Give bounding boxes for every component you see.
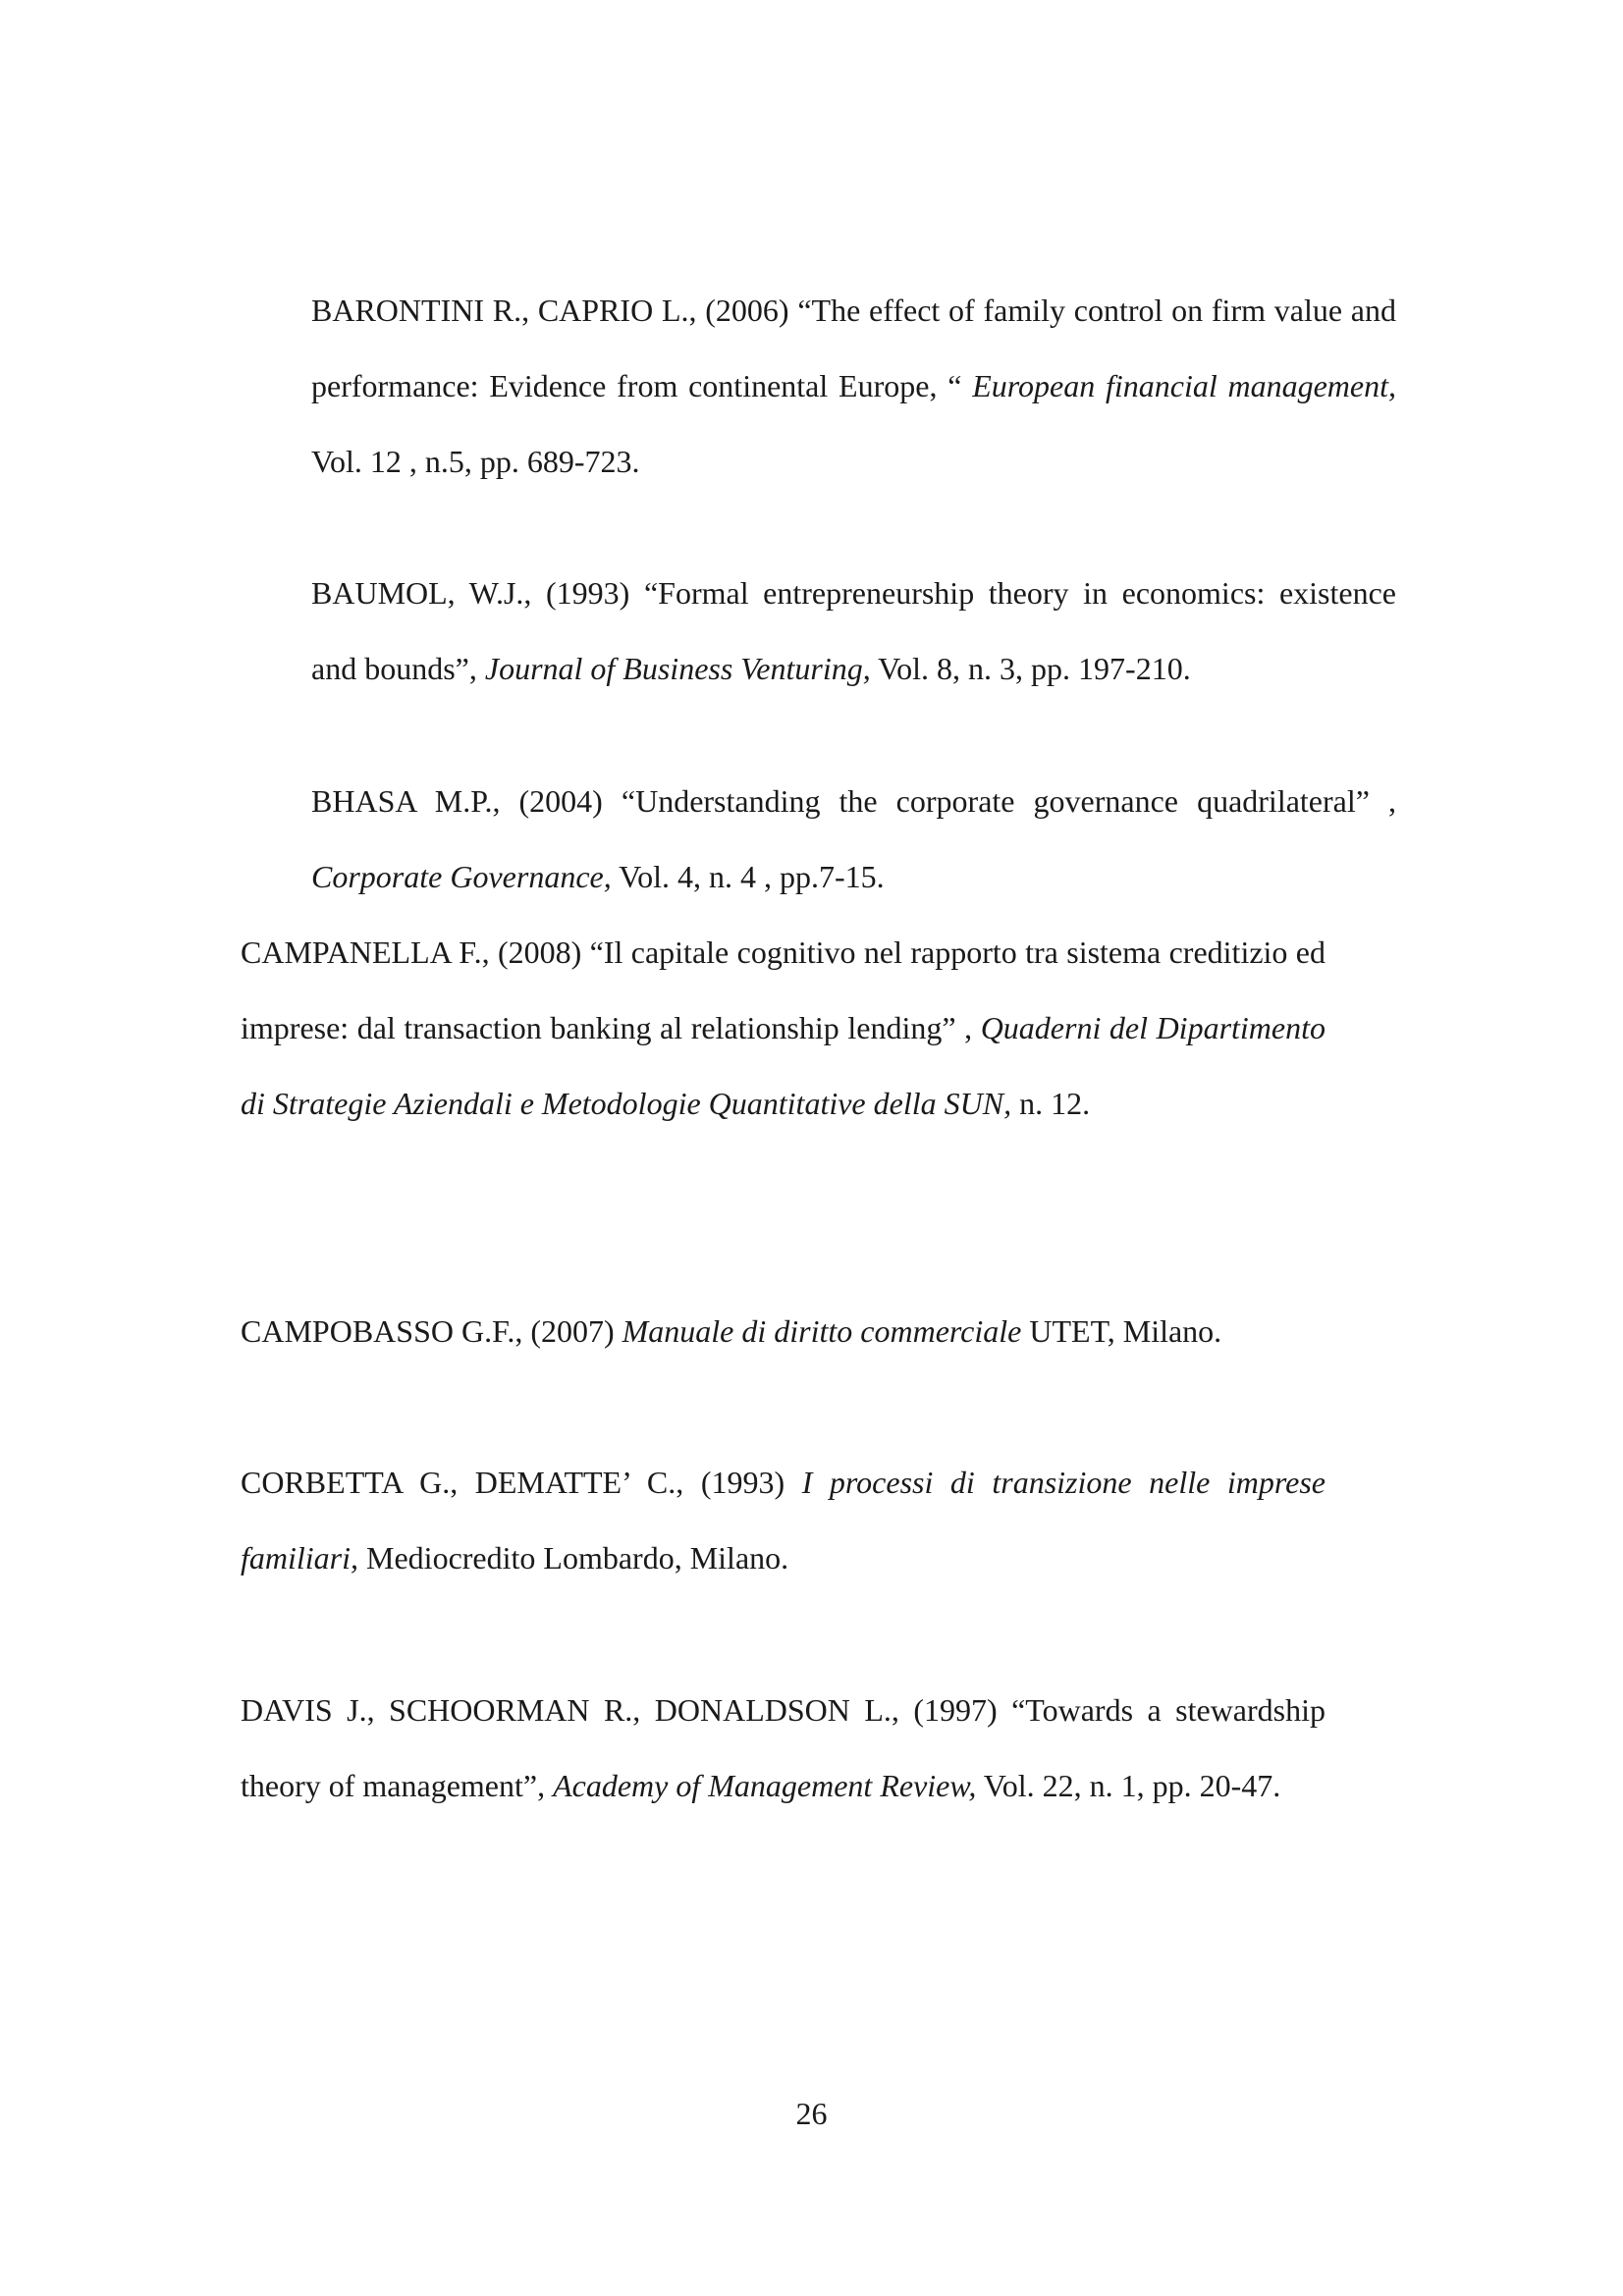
reference-authors: CORBETTA G., DEMATTE’ C., (1993) xyxy=(241,1465,802,1500)
reference-title: “Towards a stewardship theory of management”, xyxy=(241,1692,1326,1803)
reference-title: “Understanding the corporate governance quadrilateral” , xyxy=(621,783,1397,819)
reference-details: Vol. 4, n. 4 , pp.7-15. xyxy=(611,859,885,894)
reference-details: Vol. 8, n. 3, pp. 197-210. xyxy=(870,651,1191,686)
reference-journal: Quaderni del Dipartimento di Strategie Aziendali e Metodologie Quantitative della SUN, xyxy=(241,1010,1326,1121)
reference-authors: BARONTINI R., CAPRIO L., (2006) xyxy=(311,293,798,328)
reference-entry-corbetta xyxy=(241,1445,1325,1596)
reference-entry-barontini xyxy=(311,273,1396,500)
reference-entry-campobasso xyxy=(241,1294,1325,1369)
reference-journal: Corporate Governance, xyxy=(311,859,612,894)
reference-entry-campanella xyxy=(241,915,1325,1142)
reference-authors: CAMPANELLA F., (2008) xyxy=(241,934,590,970)
reference-details: Vol. 12 , n.5, pp. 689-723. xyxy=(311,444,640,479)
reference-title: “Il capitale cognitivo nel rapporto tra sistema creditizio ed imprese: dal transaction banking al relationship lending” , xyxy=(241,934,1326,1045)
reference-authors: CAMPOBASSO G.F., (2007) xyxy=(241,1313,622,1349)
reference-journal: European financial management, xyxy=(972,368,1397,403)
reference-journal: Manuale di diritto commerciale xyxy=(622,1313,1022,1349)
reference-journal: I processi di transizione nelle imprese familiari, xyxy=(241,1465,1326,1575)
reference-details: UTET, Milano. xyxy=(1021,1313,1222,1349)
reference-title: “Formal entrepreneurship theory in economics: existence and bounds”, xyxy=(311,575,1397,686)
reference-authors: BAUMOL, W.J., (1993) xyxy=(311,575,644,611)
reference-entry-bhasa xyxy=(311,764,1396,915)
reference-title: “The effect of family control on firm value and performance: Evidence from continental Europe, “ xyxy=(311,293,1397,403)
reference-details: Vol. 22, n. 1, pp. 20-47. xyxy=(976,1768,1281,1803)
reference-entry-baumol xyxy=(311,556,1396,707)
reference-details: Mediocredito Lombardo, Milano. xyxy=(358,1540,789,1575)
reference-authors: BHASA M.P., (2004) xyxy=(311,783,622,819)
reference-details: n. 12. xyxy=(1011,1086,1091,1121)
reference-entry-davis xyxy=(241,1673,1325,1824)
reference-authors: DAVIS J., SCHOORMAN R., DONALDSON L., (1997) xyxy=(241,1692,1012,1728)
page-number: 26 xyxy=(795,2096,828,2131)
reference-journal: Journal of Business Venturing, xyxy=(484,651,871,686)
reference-journal: Academy of Management Review, xyxy=(553,1768,977,1803)
